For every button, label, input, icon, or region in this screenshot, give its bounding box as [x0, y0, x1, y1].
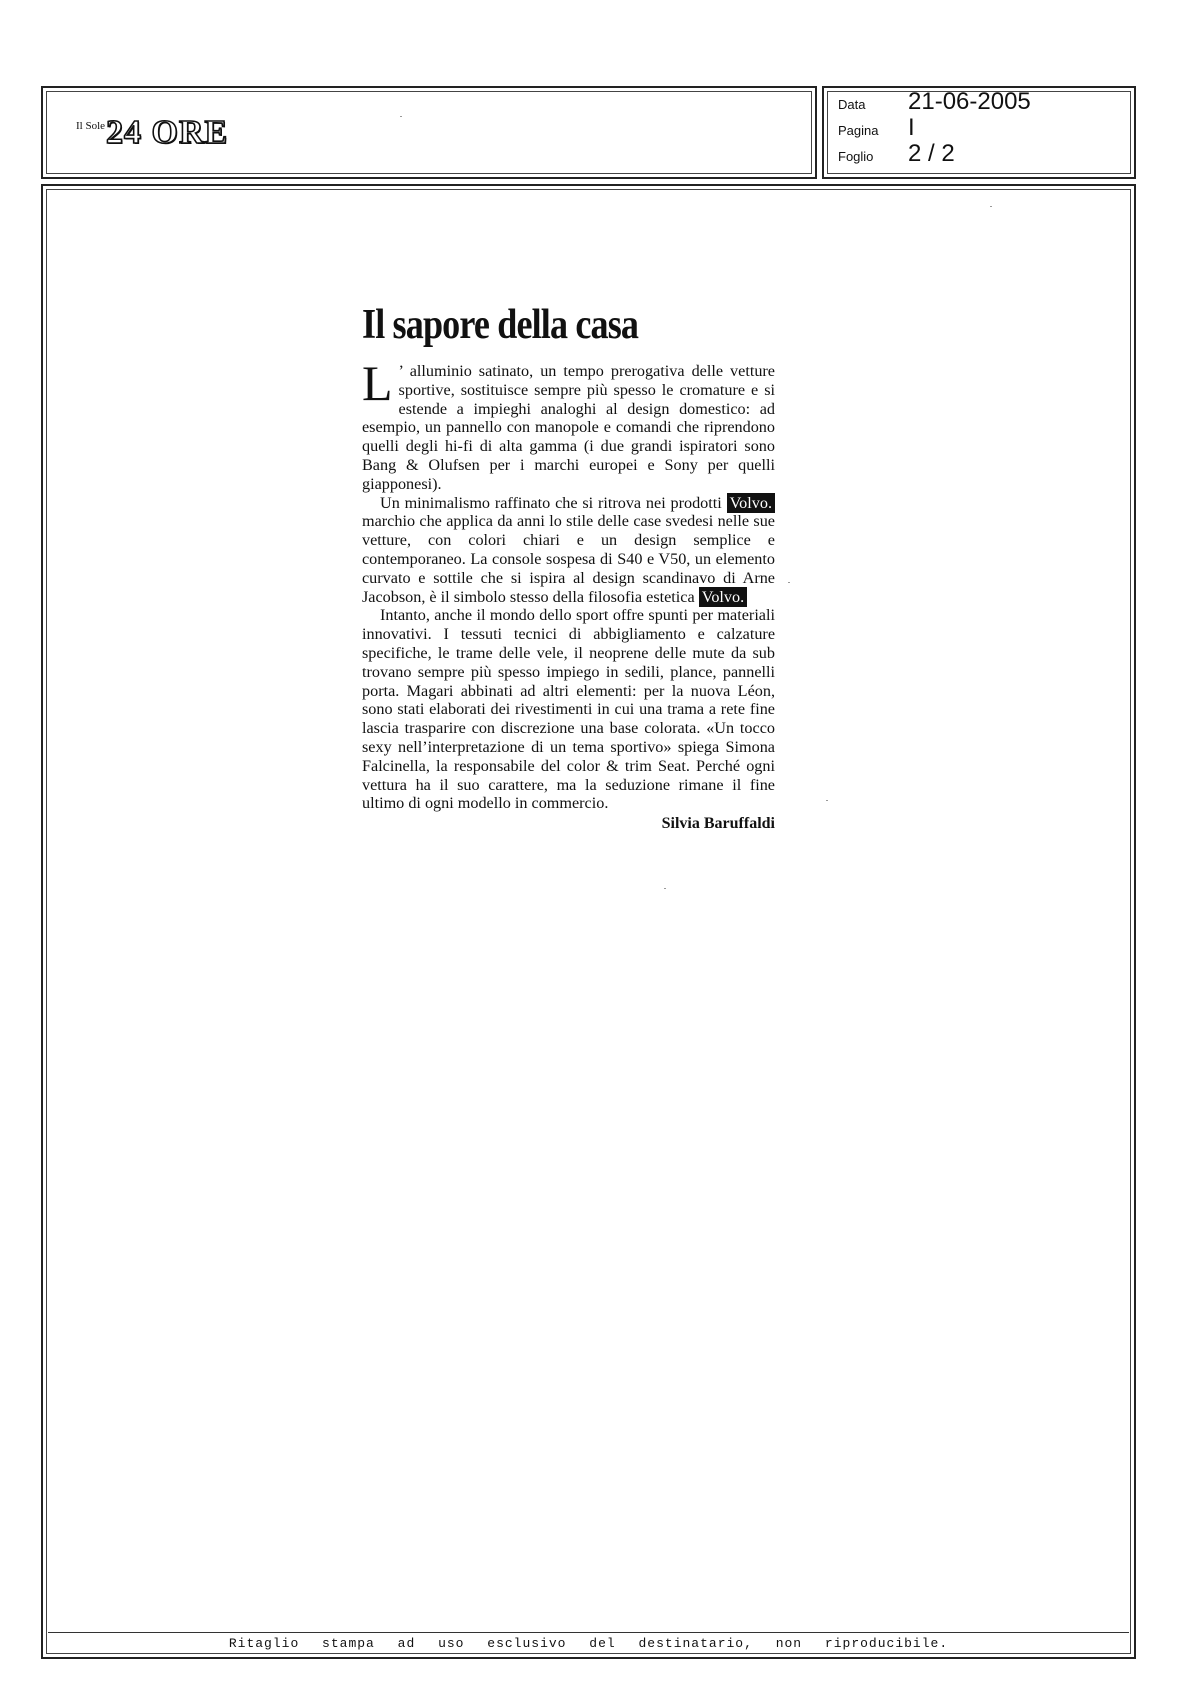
- paragraph-2-text-a: Un minimalismo raffinato che si ritrova nei prodotti: [380, 493, 722, 512]
- article-paragraph-3: Intanto, anche il mondo dello sport offre spunti per materiali innovativi. I tessuti tecnici di abbigliamento e calzature specifiche, le trame delle vele, il neoprene delle mute da sub trovano sempre più spesso impiego in sedili, plance, pannelli porta. Magari abbinati ad altri elementi: per la nuova Léon, sono stati elaborati dei rivestimenti in cui una trama a rete fine lascia trasparire con discrezione una base colorata. «Un tocco sexy nell’interpretazione di un tema sportivo» spiega Simona Falcinella, la responsabile del color & trim Seat. Perché ogni vettura ha il suo carattere, ma la seduzione rimane il fine ultimo di ogni modello in commercio.: [362, 606, 775, 813]
- scan-speck: [400, 116, 402, 117]
- logo-big-text: 24 ORE: [106, 114, 229, 151]
- newspaper-logo: [76, 116, 228, 154]
- meta-date-label: Data: [838, 97, 866, 112]
- meta-sheet-label: Foglio: [838, 149, 874, 164]
- meta-sheet-row: [838, 140, 955, 168]
- paragraph-2-text-b: marchio che applica da anni lo stile delle case svedesi nelle sue vetture, con colori chiari e un design semplice e contemporaneo. La console sospesa di S40 e V50, un elemento curvato e sottile che si ispira al design scandinavo di Arne Jacobson, è il simbolo stesso della filosofia estetica: [362, 512, 775, 606]
- scan-speck: [990, 206, 992, 207]
- meta-date-value: 21-06-2005: [908, 88, 1031, 115]
- meta-page-row: [838, 114, 915, 142]
- brand-highlight: Volvo.: [699, 587, 747, 607]
- article-paragraph-2: [362, 494, 775, 607]
- meta-page-value: I: [908, 114, 915, 141]
- brand-highlight: Volvo.: [727, 493, 775, 513]
- article-paragraph-1: [362, 355, 775, 494]
- footer-notice: Ritaglio stampa ad uso esclusivo del destinatario, non riproducibile.: [48, 1632, 1129, 1654]
- scan-speck: [788, 582, 790, 583]
- article-author: Silvia Baruffaldi: [661, 815, 775, 833]
- paragraph-1-text: ’ alluminio satinato, un tempo prerogativa delle vetture sportive, sostituisce sempre più spesso le cromature e si estende a impieghi analoghi al design domestico: ad esempio, un pannello con manopole e comandi che riprendono quelli degli hi-fi di alta gamma (i due grandi ispiratori sono Bang & Olufsen per i marchi europei e Sony per quelli giapponesi).: [362, 362, 775, 493]
- meta-date-row: [838, 88, 1031, 116]
- meta-page-label: Pagina: [838, 123, 879, 138]
- scan-speck: [664, 888, 666, 889]
- article-title: Il sapore della casa: [362, 302, 639, 348]
- article: [362, 300, 775, 833]
- scan-speck: [826, 800, 828, 801]
- drop-cap: L: [362, 355, 393, 411]
- meta-sheet-value: 2 / 2: [908, 140, 955, 167]
- logo-small-text: Il Sole: [76, 120, 106, 132]
